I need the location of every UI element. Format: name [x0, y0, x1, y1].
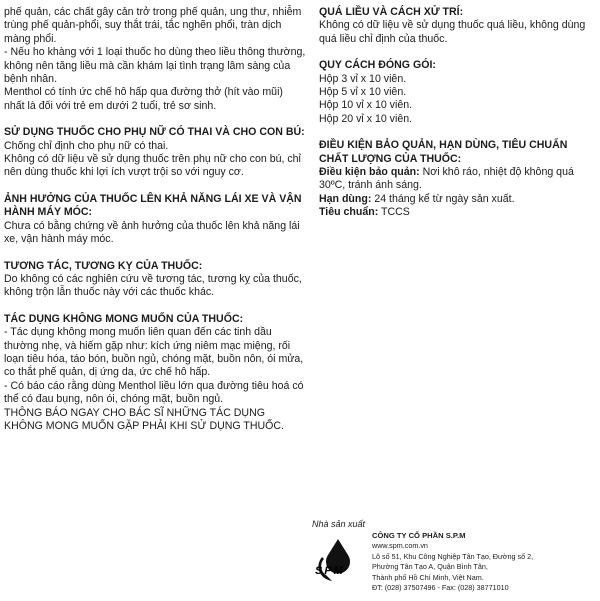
pregnancy-paragraph-2: Không có dữ liệu về sử dụng thuốc trên phụ nữ cho con bú, chỉ nên dùng thuốc khi lợi ích vượt trội so với nguy cơ.	[4, 153, 301, 179]
company-website: www.spm.com.vn	[372, 541, 428, 551]
manufacturer-label: Nhà sản xuất	[312, 519, 366, 529]
manufacturer-block	[312, 519, 596, 593]
packaging-item: Hộp 10 vỉ x 10 viên.	[319, 99, 413, 112]
company-address-line: Thành phố Hồ Chí Minh, Việt Nam.	[372, 572, 484, 582]
overdose-heading: QUÁ LIỀU VÀ CÁCH XỬ TRÍ:	[319, 6, 464, 18]
packaging-item: Hộp 20 vỉ x 10 viên.	[319, 112, 413, 125]
packaging-heading: QUY CÁCH ĐÓNG GÓI:	[319, 59, 436, 72]
pregnancy-heading: SỬ DỤNG THUỐC CHO PHỤ NỮ CÓ THAI VÀ CHO CON BÚ:	[4, 126, 305, 139]
company-address-line: Phường Tân Tạo A, Quận Bình Tân,	[372, 562, 488, 572]
company-address-line: Lô số 51, Khu Công Nghiệp Tân Tạo, Đường số 2,	[372, 551, 534, 561]
expiry-value: 24 tháng kể từ ngày sản xuất.	[374, 192, 515, 205]
storage-heading: ĐIỀU KIỆN BẢO QUẢN, HẠN DÙNG, TIÊU CHUẨN CHẤT LƯỢNG CỦA THUỐC:	[319, 139, 568, 165]
standard-label: Tiêu chuẩn:	[319, 206, 379, 219]
expiry	[319, 193, 594, 206]
storage-conditions	[319, 166, 594, 193]
right-column	[319, 6, 594, 220]
storage-label: Điều kiện bảo quản:	[319, 166, 420, 179]
company-name: CÔNG TY CỔ PHẦN S.P.M	[372, 531, 466, 540]
manufacturer-info	[372, 531, 596, 593]
precaution-paragraph-2: - Nếu ho khàng với 1 loại thuốc ho dùng theo liều thông thường, không nên tăng liều mà cần khám lại tình trạng lâm sàng của bệnh nhân.	[4, 46, 306, 86]
side-effects-heading: TÁC DỤNG KHÔNG MONG MUỐN CỦA THUỐC:	[4, 312, 244, 325]
left-column	[4, 6, 306, 433]
side-effects-paragraph-1: - Tác dụng không mong muốn liên quan đến các tinh dầu thường nhẹ, và hiếm gặp như: kích ứng niêm mạc miệng, rối loạn tiêu hóa, táo bón, buồn ngủ, chóng mặt, buồn nôn, ói mửa, co thắt phế quản, dị ứng da, ức chế hô hấp.	[4, 326, 304, 379]
overdose-paragraph: Không có dữ liệu về sử dụng thuốc quá liều, không dùng quá liều chỉ định của thuốc.	[319, 19, 586, 45]
standard-value: TCCS	[381, 206, 410, 219]
pregnancy-paragraph-1: Chống chỉ định cho phụ nữ có thai.	[4, 139, 169, 152]
interactions-paragraph: Do không có các nghiên cứu về tương tác, tương kỵ của thuốc, không trộn lẫn thuốc này với các thuốc khác.	[4, 272, 302, 299]
storage-value: Nơi khô ráo, nhiệt độ không quá 30ºC, tránh ánh sáng.	[319, 166, 574, 192]
logo-text: SPM	[315, 565, 345, 577]
packaging-item: Hộp 3 vỉ x 10 viên.	[319, 72, 407, 85]
side-effects-paragraph-2: - Có báo cáo rằng dùng Menthol liều lớn qua đường tiêu hoá có thể có đau bụng, nôn ói, chóng mặt, buồn ngủ.	[4, 379, 304, 406]
company-phone-fax: ĐT: (028) 37507496 - Fax: (028) 38771010	[372, 583, 509, 593]
driving-paragraph: Chưa có bằng chứng về ảnh hưởng của thuốc lên khả năng lái xe, vận hành máy móc.	[4, 219, 300, 246]
expiry-label: Hạn dùng:	[319, 192, 372, 205]
driving-heading: ẢNH HƯỞNG CỦA THUỐC LÊN KHẢ NĂNG LÁI XE VÀ VẬN HÀNH MÁY MÓC:	[4, 192, 302, 219]
packaging-item: Hộp 5 vỉ x 10 viên.	[319, 86, 407, 99]
report-notice: THÔNG BÁO NGAY CHO BÁC SĨ NHỮNG TÁC DỤNG KHÔNG MONG MUỐN GẶP PHẢI KHI SỬ DỤNG THUỐC.	[4, 406, 284, 432]
precaution-paragraph-1: phế quản, các chất gây cản trở trong phế quản, ung thư, nhiễm trùng phế quản-phổi, suy thắt trái, tắc nghẽn phổi, tràn dịch màng phổi.	[4, 6, 302, 45]
precaution-paragraph-3: Menthol có tính ức chế hô hấp qua đường thở (hít vào mũi) nhất là đối với trẻ em dưới 2 tuổi, trẻ sơ sinh.	[4, 86, 283, 112]
quality-standard	[319, 206, 594, 219]
interactions-heading: TƯƠNG TÁC, TƯƠNG KỴ CỦA THUỐC:	[4, 259, 203, 272]
